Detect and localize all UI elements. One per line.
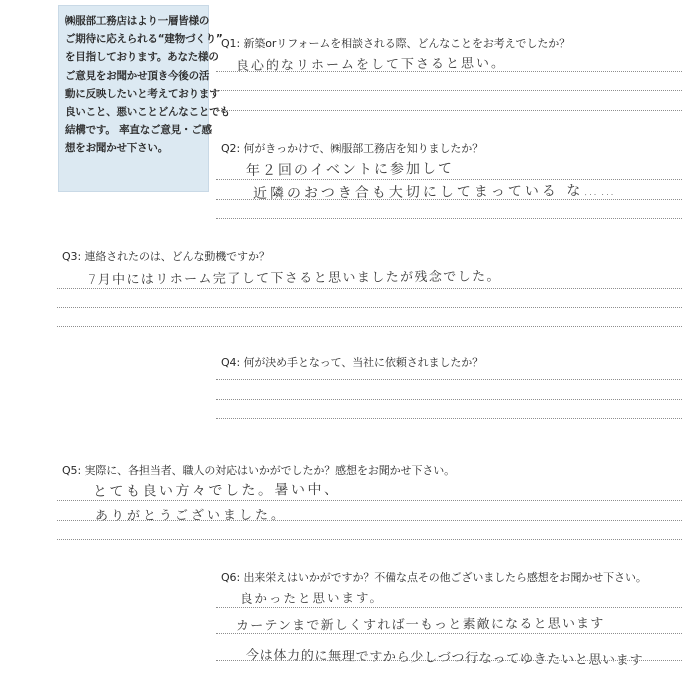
q2-answer-2: 近隣のおつき合も大切にしてまっている な…… [252,182,618,202]
intro-line: ご意見をお聞かせ頂き今後の活 [65,69,210,82]
intro-line: を目指しております。あなた様の [65,51,219,64]
intro-line: 結構です。 率直なご意見・ご感 [65,124,212,137]
q6-answer-2: カーテンまで新しくすれば一もっと素敵になると思います [235,616,605,634]
q1-label: Q1: 新築orリフォームを相談される際、どんなことをお考えでしたか？ [221,37,571,50]
intro-line: ご期待に応えられる“建物づくり” [65,33,223,46]
q3-label: Q3: 連絡されたのは、どんな動機ですか？ [62,250,270,263]
answer-rule [216,199,682,200]
q2-answer-1: 年２回のイベントに参加して [245,160,455,179]
answer-rule [216,660,682,661]
q5-answer-2: ありがとうございました。 [94,507,288,524]
intro-line: 想をお聞かせ下さい。 [65,142,168,155]
answer-rule [57,307,682,308]
answer-rule [57,520,682,521]
q6-label: Q6: 出来栄えはいかがですか？不備な点その他ございましたら感想をお聞かせ下さい。 [221,571,647,584]
answer-rule [57,500,682,501]
answer-rule [216,607,682,608]
answer-rule [216,218,682,219]
q5-label: Q5: 実際に、各担当者、職人の対応はいかがでしたか？感想をお聞かせ下さい。 [62,464,456,477]
q6-answer-1: 良かったと思います。 [239,589,385,606]
intro-line: 動に反映したいと考えております [65,87,220,100]
answer-rule [216,71,682,72]
answer-rule [216,90,682,91]
q2-label: Q2: 何がきっかけで、㈱服部工務店を知りましたか？ [221,142,484,155]
answer-rule [57,539,682,540]
q6-answer-3: 今は体力的に無理ですから少しづつ行なってゆきたいと思います [245,648,644,669]
answer-rule [216,179,682,180]
answer-rule [57,288,682,289]
q4-label: Q4: 何が決め手となって、当社に依頼されましたか？ [221,356,484,369]
answer-rule [216,379,682,380]
answer-rule [216,110,682,111]
q3-answer: 7月中にはリホーム完了して下さると思いましたが残念でした。 [87,269,501,288]
q1-answer: 良心的なリホームをして下さると思い。 [235,56,507,74]
intro-line: 良いこと、悪いことどんなことでも [65,106,230,119]
intro-line: ㈱服部工務店はより一層皆様の [65,15,210,27]
answer-rule [216,633,682,634]
answer-rule [216,418,682,419]
answer-rule [216,399,682,400]
q5-answer-1: とても良い方々でした。暑い中、 [92,481,341,500]
answer-rule [57,326,682,327]
intro-box [58,5,230,192]
